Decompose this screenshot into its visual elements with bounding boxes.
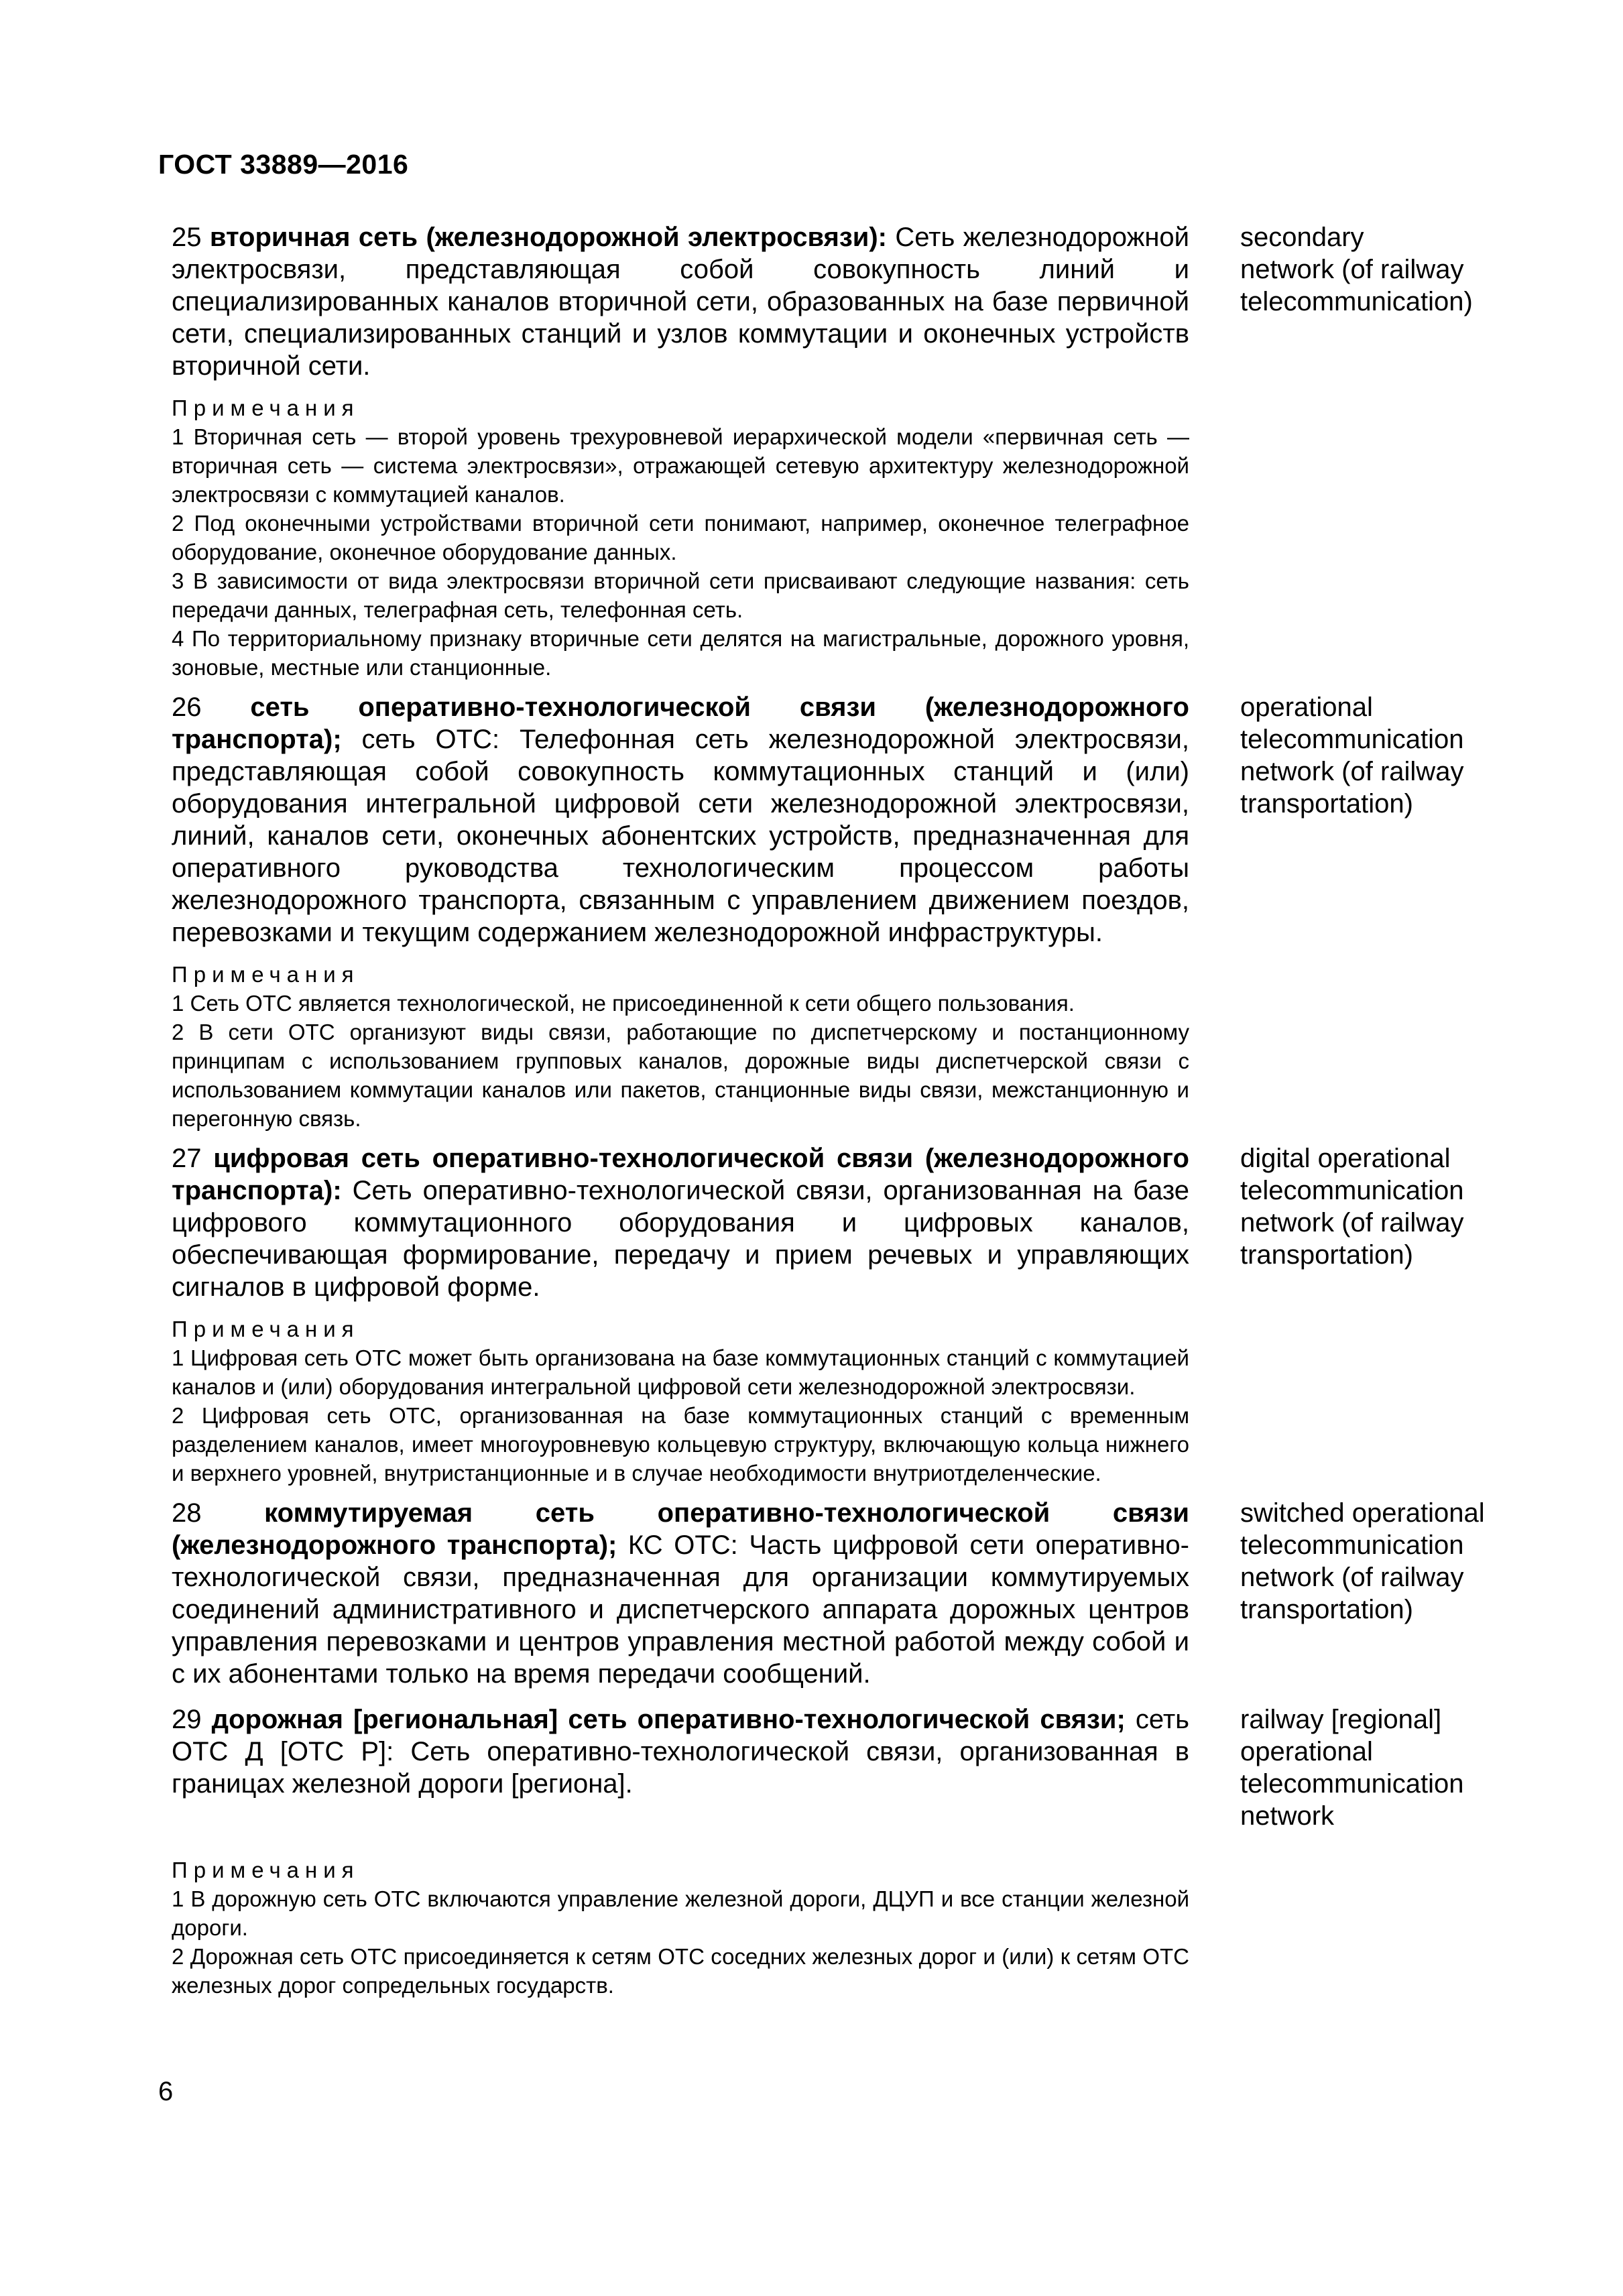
note-item: 4 По территориальному признаку вторичные сети делятся на магистральные, дорожного уровня, зоновые, местные или станционные. [172,626,1189,680]
note-item: 3 В зависимости от вида электросвязи вторичной сети присваивают следующие названия: сеть передачи данных, телеграфная сеть, телефонная сеть. [172,568,1189,622]
term-body-29 [172,1703,1189,1800]
note-item: 2 Под оконечными устройствами вторичной сети понимают, например, оконечное телеграфное оборудование, оконечное оборудование данных. [172,511,1189,564]
terms-section [172,221,1512,2000]
term-number: 25 [172,223,202,252]
term-number: 27 [172,1144,202,1173]
term-number: 26 [172,692,202,722]
english-equivalent-29: railway [regional] operational telecommunication network [1240,1705,1464,1831]
term-title: вторичная сеть (железнодорожной электросвязи): [209,223,887,252]
term-number: 28 [172,1498,202,1528]
term-title: дорожная [региональная] сеть оперативно-технологической связи; [211,1705,1126,1734]
note-item: 1 В дорожную сеть ОТС включаются управление железной дороги, ДЦУП и все станции железной дороги. [172,1886,1189,1940]
term-definition-28 [172,1497,1189,1690]
page-number: 6 [158,2077,174,2106]
term-number: 29 [172,1705,202,1734]
notes-title: Примечания [172,962,360,987]
english-equivalent-28: switched operational telecommunication network (of railway transportation) [1240,1498,1485,1624]
term-title: сеть оперативно-технологической связи (железнодорожного транспорта); [172,692,1189,754]
document-header-code: ГОСТ 33889—2016 [158,149,409,180]
term-definition-text: сеть ОТС: Телефонная сеть железнодорожной электросвязи, представляющая собой совокупность коммутационных станций и (или) оборудования интегральной цифровой сети железнодорожной электросвязи, линий, каналов сети, оконечных абонентских устройств, предназначенная для оперативного руководства технологическим процессом работы железнодорожного транспорта, связанным с управлением движением поездов, перевозками и текущим содержанием железнодорожной инфраструктуры. [172,725,1189,947]
english-equivalent-27: digital operational telecommunication network (of railway transportation) [1240,1144,1464,1270]
note-item: 1 Вторичная сеть — второй уровень трехуровневой иерархической модели «первичная сеть — вторичная сеть — система электросвязи», отражающей сетевую архитектуру железнодорожной электросвязи с коммутацией каналов. [172,424,1189,507]
term-definition-text: сеть ОТС Д [ОТС Р]: Сеть оперативно-технологической связи, организованная в границах железной дороги [региона]. [172,1705,1190,1799]
term-definition-26 [172,691,1189,949]
term-definition-text: Сеть оперативно-технологической связи, организованная на базе цифрового коммутационного оборудования и цифровых каналов, обеспечивающая формирование, передачу и прием речевых и управляющих сигналов в цифровой форме. [172,1176,1189,1302]
term-body-27 [172,1142,1189,1488]
term-definition-29 [172,1703,1189,1800]
note-item: 2 В сети ОТС организуют виды связи, работающие по диспетчерскому и постанционному принципам с использованием групповых каналов, дорожные виды диспетчерской связи с использованием коммутации каналов или пакетов, станционные виды связи, межстанционную и перегонную связь. [172,1020,1189,1131]
notes-block-27 [172,1315,1189,1488]
term-definition-text: КС ОТС: Часть цифровой сети оперативно-технологической связи, предназначенная для организации коммутируемых соединений административного и диспетчерского аппарата дорожных центров управления перевозками и центров управления местной работой между собой и с их абонентами только на время передачи сообщений. [172,1530,1189,1689]
note-item: 1 Цифровая сеть ОТС может быть организована на базе коммутационных станций с коммутацией каналов и (или) оборудования интегральной цифровой сети железнодорожной электросвязи. [172,1345,1189,1399]
term-title: коммутируемая сеть оперативно-технологической связи (железнодорожного транспорта); [172,1498,1189,1560]
note-item: 2 Цифровая сеть ОТС, организованная на базе коммутационных станций с временным разделением каналов, имеет многоуровневую кольцевую структуру, включающую кольца нижнего и верхнего уровней, внутристанционные и в случае необходимости внутриотделенческие. [172,1403,1189,1486]
notes-block-29 [172,1856,1189,2000]
term-title: цифровая сеть оперативно-технологической связи (железнодорожного транспорта): [172,1144,1189,1205]
term-entry-27 [172,1142,1512,1488]
note-item: 1 Сеть ОТС является технологической, не присоединенной к сети общего пользования. [172,991,1075,1016]
term-body-25 [172,221,1189,682]
term-body-26 [172,691,1189,1133]
term-entry-26 [172,691,1512,1133]
english-equivalent-26: operational telecommunication network (of railway transportation) [1240,692,1464,819]
english-equivalent-25: secondary network (of railway telecommunication) [1240,223,1473,316]
notes-title: Примечания [172,396,360,420]
term-body-28 [172,1497,1189,1690]
note-item: 2 Дорожная сеть ОТС присоединяется к сетям ОТС соседних железных дорог и (или) к сетям ОТС железных дорог сопредельных государств. [172,1944,1189,1998]
notes-block-25 [172,394,1189,682]
term-entry-28 [172,1497,1512,1690]
term-entry-29 [172,1703,1512,1832]
term-definition-text: Сеть железнодорожной электросвязи, представляющая собой совокупность линий и специализированных каналов вторичной сети, образованных на базе первичной сети, специализированных станций и узлов коммутации и оконечных устройств вторичной сети. [172,223,1189,381]
term-definition-25 [172,221,1189,382]
notes-block-26 [172,961,1189,1133]
notes-title: Примечания [172,1317,360,1341]
term-definition-27 [172,1142,1189,1303]
term-entry-25 [172,221,1512,682]
notes-title: Примечания [172,1858,360,1882]
